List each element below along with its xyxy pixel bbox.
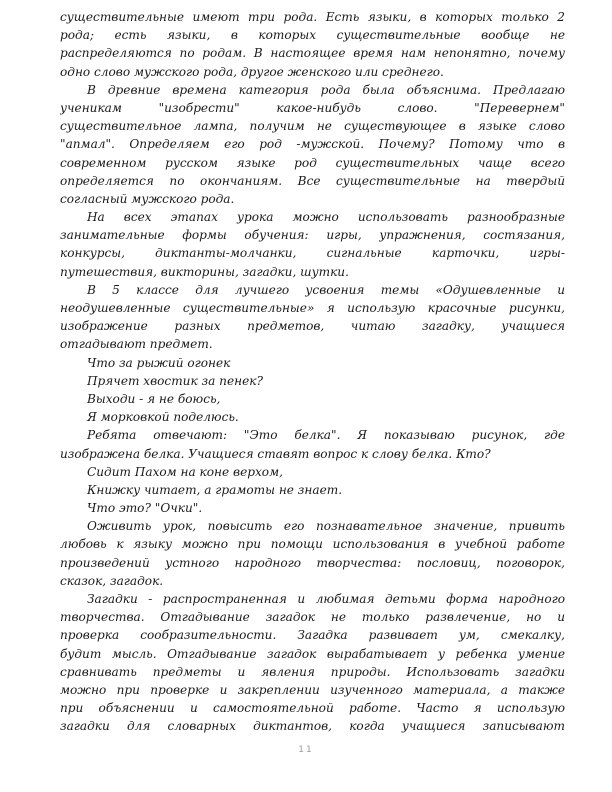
text-line: современном русском языке род существительных чаще всего bbox=[60, 155, 565, 170]
text-line: отгадывают предмет. bbox=[60, 337, 213, 352]
text-line: Оживить урок, повысить его познавательное значение, привить bbox=[87, 519, 565, 534]
text-line: существительные имеют три рода. Есть языки, в которых только 2 bbox=[60, 10, 565, 24]
text-line: Книжку читает, а грамоты не знает. bbox=[87, 482, 343, 497]
text-line: изображена белка. Учащиеся ставят вопрос к слову белка. Кто? bbox=[60, 446, 491, 461]
text-line: одно слово мужского рода, другое женского или среднего. bbox=[60, 64, 444, 79]
text-line: Выходи - я не боюсь, bbox=[87, 391, 221, 406]
text-line: при объяснении и самостоятельной работе. Часто я использую bbox=[60, 701, 565, 716]
text-line: сравнивать предметы и явления природы. Использовать загадки bbox=[60, 664, 565, 679]
text-line: можно при проверке и закреплении изученного материала, а также bbox=[60, 682, 565, 697]
text-line: занимательные формы обучения: игры, упражнения, состязания, bbox=[60, 228, 565, 243]
text-line: неодушевленные существительные» я использую красочные рисунки, bbox=[60, 301, 565, 315]
text-line: Загадки - распространенная и любимая детьми форма народного bbox=[87, 592, 565, 606]
text-line: путешествия, викторины, загадки, шутки. bbox=[60, 264, 349, 279]
text-line: распределяются по родам. В настоящее время нам непонятно, почему bbox=[60, 46, 565, 61]
document-text bbox=[60, 8, 565, 736]
text-line: "апмал". Определяем его род -мужской. Почему? Потому что в bbox=[60, 137, 565, 152]
text-line: проверка сообразительности. Загадка развивает ум, смекалку, bbox=[60, 628, 565, 643]
text-line: Я морковкой поделюсь. bbox=[87, 410, 239, 425]
text-line: В 5 классе для лучшего усвоения темы «Одушевленные и bbox=[87, 282, 565, 297]
text-line: существительное лампа, получим не существующее в языке слово bbox=[60, 119, 565, 134]
text-line: будит мысль. Отгадывание загадок вырабатывает у ребенка умение bbox=[60, 646, 565, 661]
text-line: изображение разных предметов, читаю загадку, учащиеся bbox=[60, 319, 565, 334]
text-line: конкурсы, диктанты-молчанки, сигнальные карточки, игры- bbox=[60, 246, 565, 261]
text-line: Ребята отвечают: "Это белка". Я показываю рисунок, где bbox=[87, 428, 565, 443]
text-line: сказок, загадок. bbox=[60, 573, 164, 588]
text-line: Что за рыжий огонек bbox=[87, 355, 231, 370]
text-line: Что это? "Очки". bbox=[87, 501, 203, 516]
text-line: Прячет хвостик за пенек? bbox=[87, 373, 263, 388]
text-line: ученикам "изобрести" какое-нибудь слово. "Перевернем" bbox=[60, 100, 565, 115]
text-line: творчества. Отгадывание загадок не только развлечение, но и bbox=[60, 610, 565, 625]
text-line: любовь к языку можно при помощи использования в учебной работе bbox=[60, 537, 565, 552]
text-line: определяется по окончаниям. Все существительные на твердый bbox=[60, 173, 565, 188]
text-line: Сидит Пахом на коне верхом, bbox=[87, 464, 283, 479]
text-line: На всех этапах урока можно использовать разнообразные bbox=[87, 210, 565, 225]
page-number: 11 bbox=[298, 745, 314, 755]
text-line: рода; есть языки, в которых существительные вообще не bbox=[60, 28, 565, 43]
text-line: согласный мужского рода. bbox=[60, 191, 235, 206]
text-line: произведений устного народного творчества: пословиц, поговорок, bbox=[60, 555, 565, 570]
text-line: В древние времена категория рода была объяснима. Предлагаю bbox=[87, 82, 565, 97]
text-line: загадки для словарных диктантов, когда учащиеся записывают bbox=[60, 719, 565, 734]
